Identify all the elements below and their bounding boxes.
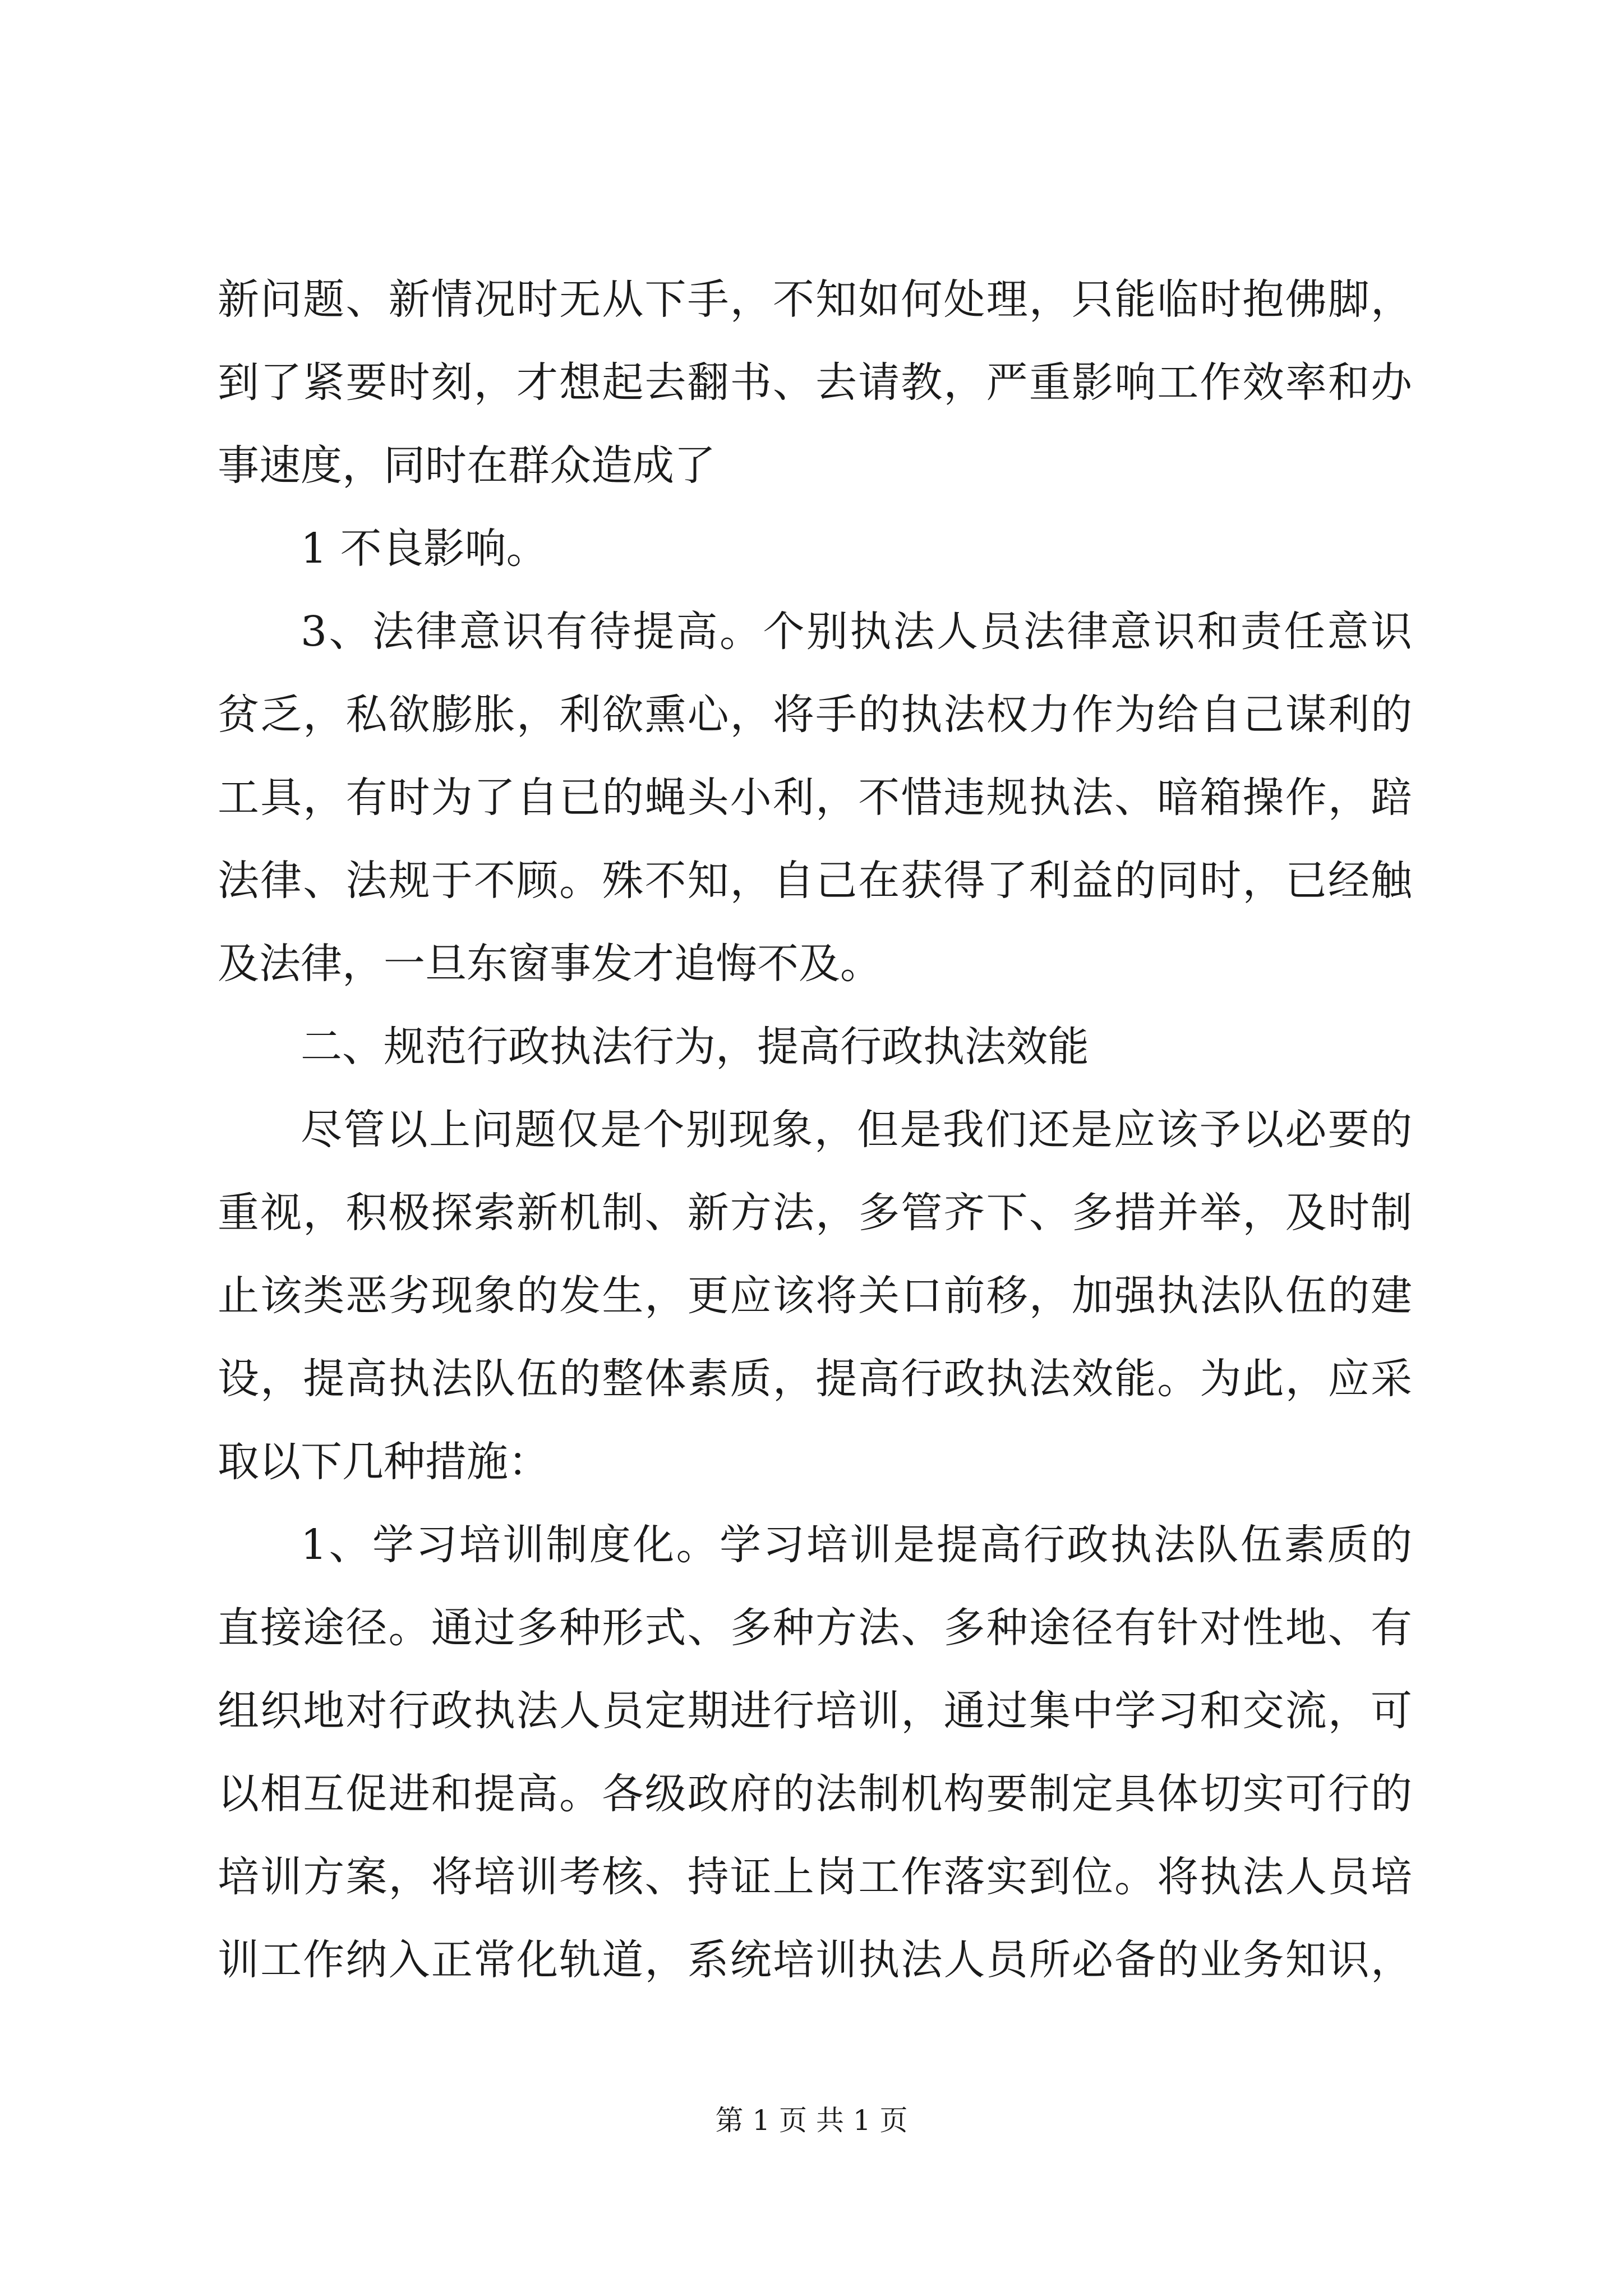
text-line: 工具，有时为了自已的蝇头小利，不惜违规执法、暗箱操作，踣 <box>218 774 1412 822</box>
text-line: 贫乏，私欲膨胀，利欲熏心，将手的执法权力作为给自己谋利的 <box>218 691 1412 739</box>
paragraph <box>218 507 1412 590</box>
text-line: 培训方案，将培训考核、持证上岗工作落实到位。将执法人员培 <box>218 1853 1412 1901</box>
text-line: 以相互促进和提高。各级政府的法制机构要制定具体切实可行的 <box>218 1770 1412 1818</box>
text-line: 尽管以上问题仅是个别现象，但是我们还是应该予以必要的 <box>301 1106 1412 1154</box>
text-line: 3、法律意识有待提高。个别执法人员法律意识和责任意识 <box>301 608 1412 656</box>
text-line: 二、规范行政执法行为，提高行政执法效能 <box>301 1023 1089 1071</box>
paragraph <box>218 1088 1412 1503</box>
paragraph <box>218 590 1412 1005</box>
paragraph <box>218 1503 1412 2001</box>
text-line: 止该类恶劣现象的发生，更应该将关口前移，加强执法队伍的建 <box>218 1272 1412 1320</box>
text-line: 直接途径。通过多种形式、多种方法、多种途径有针对性地、有 <box>218 1604 1412 1652</box>
document-body <box>218 258 1412 2001</box>
text-line: 设，提高执法队伍的整体素质，提高行政执法效能。为此，应采 <box>218 1355 1412 1403</box>
paragraph <box>218 1005 1412 1088</box>
text-line: 组织地对行政执法人员定期进行培训，通过集中学习和交流，可 <box>218 1687 1412 1735</box>
text-line: 取以下几种措施： <box>218 1438 550 1486</box>
text-line: 重视，积极探索新机制、新方法，多管齐下、多措并举，及时制 <box>218 1189 1412 1237</box>
text-line: 及法律，一旦东窗事发才追悔不及。 <box>218 940 882 988</box>
text-line: 1、学习培训制度化。学习培训是提高行政执法队伍素质的 <box>301 1521 1412 1569</box>
text-line: 法律、法规于不顾。殊不知，自己在获得了利益的同时，已经触 <box>218 857 1412 905</box>
text-line: 事速度，同时在群众造成了 <box>218 441 716 490</box>
text-line: 新问题、新情况时无从下手，不知如何处理，只能临时抱佛脚， <box>218 275 1412 324</box>
text-line: 到了紧要时刻，才想起去翻书、去请教，严重影响工作效率和办 <box>218 358 1412 407</box>
text-line: 1 不良影响。 <box>301 524 548 573</box>
text-line: 训工作纳入正常化轨道，系统培训执法人员所必备的业务知识， <box>218 1936 1412 1984</box>
page-footer: 第 1 页 共 1 页 <box>715 2104 908 2137</box>
paragraph <box>218 258 1412 507</box>
